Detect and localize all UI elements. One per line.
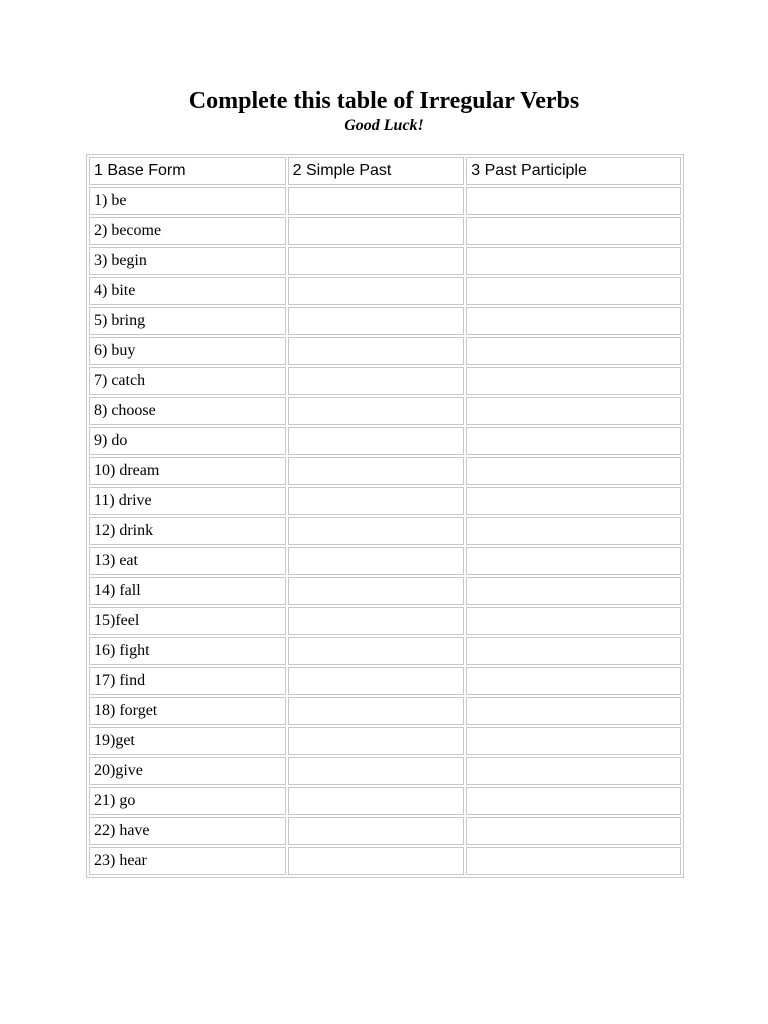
past-participle-cell[interactable] [466, 727, 681, 755]
simple-past-cell[interactable] [288, 337, 465, 365]
table-row [89, 757, 681, 785]
past-participle-cell[interactable] [466, 217, 681, 245]
simple-past-cell[interactable] [288, 217, 465, 245]
base-form-cell: 22) have [89, 817, 286, 845]
table-row [89, 817, 681, 845]
simple-past-cell[interactable] [288, 457, 465, 485]
table-row [89, 187, 681, 215]
base-form-cell: 16) fight [89, 637, 286, 665]
table-row [89, 247, 681, 275]
table-row [89, 637, 681, 665]
base-form-cell: 4) bite [89, 277, 286, 305]
past-participle-cell[interactable] [466, 397, 681, 425]
past-participle-cell[interactable] [466, 277, 681, 305]
base-form-cell: 6) buy [89, 337, 286, 365]
table-row [89, 787, 681, 815]
past-participle-cell[interactable] [466, 427, 681, 455]
past-participle-cell[interactable] [466, 337, 681, 365]
simple-past-cell[interactable] [288, 517, 465, 545]
header-past-participle: 3 Past Participle [466, 157, 681, 185]
simple-past-cell[interactable] [288, 637, 465, 665]
base-form-cell: 15)feel [89, 607, 286, 635]
base-form-cell: 5) bring [89, 307, 286, 335]
past-participle-cell[interactable] [466, 757, 681, 785]
simple-past-cell[interactable] [288, 397, 465, 425]
table-row [89, 397, 681, 425]
table-row [89, 697, 681, 725]
base-form-cell: 23) hear [89, 847, 286, 875]
base-form-cell: 9) do [89, 427, 286, 455]
table-row [89, 577, 681, 605]
table-body [89, 187, 681, 875]
base-form-cell: 12) drink [89, 517, 286, 545]
base-form-cell: 18) forget [89, 697, 286, 725]
table-row [89, 307, 681, 335]
base-form-cell: 14) fall [89, 577, 286, 605]
table-row [89, 727, 681, 755]
past-participle-cell[interactable] [466, 547, 681, 575]
simple-past-cell[interactable] [288, 487, 465, 515]
base-form-cell: 11) drive [89, 487, 286, 515]
simple-past-cell[interactable] [288, 607, 465, 635]
simple-past-cell[interactable] [288, 817, 465, 845]
page-subtitle: Good Luck! [344, 117, 424, 134]
table-row [89, 547, 681, 575]
past-participle-cell[interactable] [466, 787, 681, 815]
past-participle-cell[interactable] [466, 607, 681, 635]
table-row [89, 847, 681, 875]
simple-past-cell[interactable] [288, 547, 465, 575]
past-participle-cell[interactable] [466, 487, 681, 515]
simple-past-cell[interactable] [288, 697, 465, 725]
table-row [89, 517, 681, 545]
base-form-cell: 7) catch [89, 367, 286, 395]
past-participle-cell[interactable] [466, 517, 681, 545]
base-form-cell: 1) be [89, 187, 286, 215]
past-participle-cell[interactable] [466, 247, 681, 275]
table-row [89, 487, 681, 515]
simple-past-cell[interactable] [288, 787, 465, 815]
base-form-cell: 20)give [89, 757, 286, 785]
base-form-cell: 10) dream [89, 457, 286, 485]
simple-past-cell[interactable] [288, 577, 465, 605]
past-participle-cell[interactable] [466, 817, 681, 845]
simple-past-cell[interactable] [288, 307, 465, 335]
base-form-cell: 8) choose [89, 397, 286, 425]
page-title: Complete this table of Irregular Verbs [188, 88, 580, 114]
past-participle-cell[interactable] [466, 637, 681, 665]
irregular-verbs-table [86, 154, 684, 878]
simple-past-cell[interactable] [288, 427, 465, 455]
table-header-row [89, 157, 681, 185]
table-row [89, 277, 681, 305]
simple-past-cell[interactable] [288, 847, 465, 875]
simple-past-cell[interactable] [288, 187, 465, 215]
past-participle-cell[interactable] [466, 847, 681, 875]
table-row [89, 667, 681, 695]
base-form-cell: 3) begin [89, 247, 286, 275]
table-row [89, 427, 681, 455]
table-row [89, 337, 681, 365]
simple-past-cell[interactable] [288, 367, 465, 395]
past-participle-cell[interactable] [466, 697, 681, 725]
simple-past-cell[interactable] [288, 757, 465, 785]
table-row [89, 607, 681, 635]
base-form-cell: 19)get [89, 727, 286, 755]
past-participle-cell[interactable] [466, 457, 681, 485]
table-row [89, 217, 681, 245]
header-base-form: 1 Base Form [89, 157, 286, 185]
simple-past-cell[interactable] [288, 667, 465, 695]
base-form-cell: 21) go [89, 787, 286, 815]
simple-past-cell[interactable] [288, 277, 465, 305]
simple-past-cell[interactable] [288, 247, 465, 275]
base-form-cell: 17) find [89, 667, 286, 695]
past-participle-cell[interactable] [466, 367, 681, 395]
base-form-cell: 13) eat [89, 547, 286, 575]
past-participle-cell[interactable] [466, 307, 681, 335]
past-participle-cell[interactable] [466, 187, 681, 215]
table-row [89, 457, 681, 485]
past-participle-cell[interactable] [466, 577, 681, 605]
header-simple-past: 2 Simple Past [288, 157, 465, 185]
table-row [89, 367, 681, 395]
past-participle-cell[interactable] [466, 667, 681, 695]
base-form-cell: 2) become [89, 217, 286, 245]
simple-past-cell[interactable] [288, 727, 465, 755]
